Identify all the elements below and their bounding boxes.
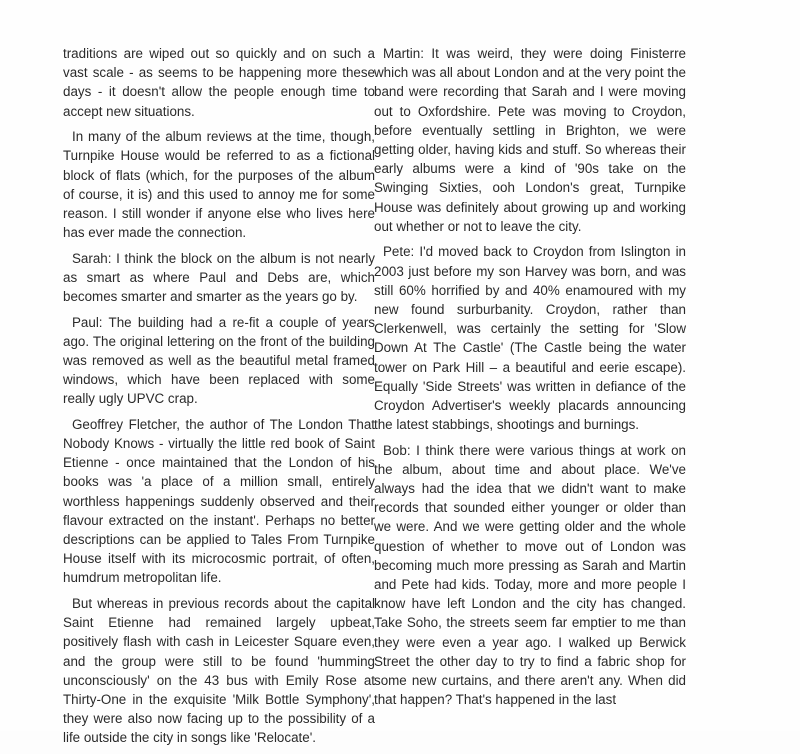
paragraph: But whereas in previous records about the capital Saint Etienne had remained largely upbeat, positively flash with cash in Leicester Square even, and the group were still to be found 'humming unconsciously' on the 43 bus with Emily Rose at Thirty-One in the exquisite 'Milk Bottle Symphony', they were also now facing up to the possibility of a life outside the city in songs like 'Relocate'. [63,595,375,746]
paragraph: Paul: The building had a re-fit a couple of years ago. The original lettering on the front of the building was removed as well as the beautiful metal framed windows, which have been replaced with some really ugly UPVC crap. [63,314,375,407]
right-text-column [374,44,686,716]
paragraph: Bob: I think there were various things at work on the album, about time and about place. We've always had the idea that we didn't want to make records that sounded either younger or older than we were. And we were getting older and the whole question of whether to move out of London was becoming much more pressing as Sarah and Martin and Pete had kids. Today, more and more people I know have left London and the city has changed. Take Soho, the streets seem far emptier to me than they were even a year ago. I walked up Berwick Street the other day to try to find a fabric shop for some new curtains, and there aren't any. When did that happen? That's happened in the last [374,442,686,708]
paragraph: traditions are wiped out so quickly and on such a vast scale - as seems to be happening more these days - it doesn't allow the people enough time to accept new situations. [63,46,375,119]
paragraph: Sarah: I think the block on the album is not nearly as smart as where Paul and Debs are, which becomes smarter and smarter as the years go by. [63,250,375,305]
paragraph: In many of the album reviews at the time, though, Turnpike House would be referred to as a fictional block of flats (which, for the purposes of the album of course, it is) and this used to annoy me for some reason. I still wonder if anyone else who lives here has ever made the connection. [63,129,375,241]
paragraph: Geoffrey Fletcher, the author of The London That Nobody Knows - virtually the little red book of Saint Etienne - once maintained that the London of his books was 'a place of a million small, entirely worthless happenings suddenly observed and their flavour extracted on the instant'. Perhaps no better descriptions can be applied to Tales From Turnpike House itself with its microcosmic portrait, of often, humdrum metropolitan life. [63,416,375,586]
left-text-column [63,44,375,754]
paragraph: Martin: It was weird, they were doing Finisterre which was all about London and at the very point the band were recording that Sarah and I were moving out to Oxfordshire. Pete was moving to Croydon, before eventually settling in Brighton, we were getting older, having kids and stuff. So whereas their early albums were a kind of '90s take on the Swinging Sixties, ooh London's great, Turnpike House was definitely about growing up and working out whether or not to leave the city. [374,46,686,234]
paragraph: Pete: I'd moved back to Croydon from Islington in 2003 just before my son Harvey was born, and was still 60% horrified by and 40% enamoured with my new found surburbanity. Croydon, rather than Clerkenwell, was certainly the setting for 'Slow Down At The Castle' (The Castle being the water tower on Park Hill – a beautiful and eerie escape). Equally 'Side Streets' was written in defiance of the Croydon Advertiser's weekly placards announcing the latest stabbings, shootings and burnings. [374,244,686,433]
